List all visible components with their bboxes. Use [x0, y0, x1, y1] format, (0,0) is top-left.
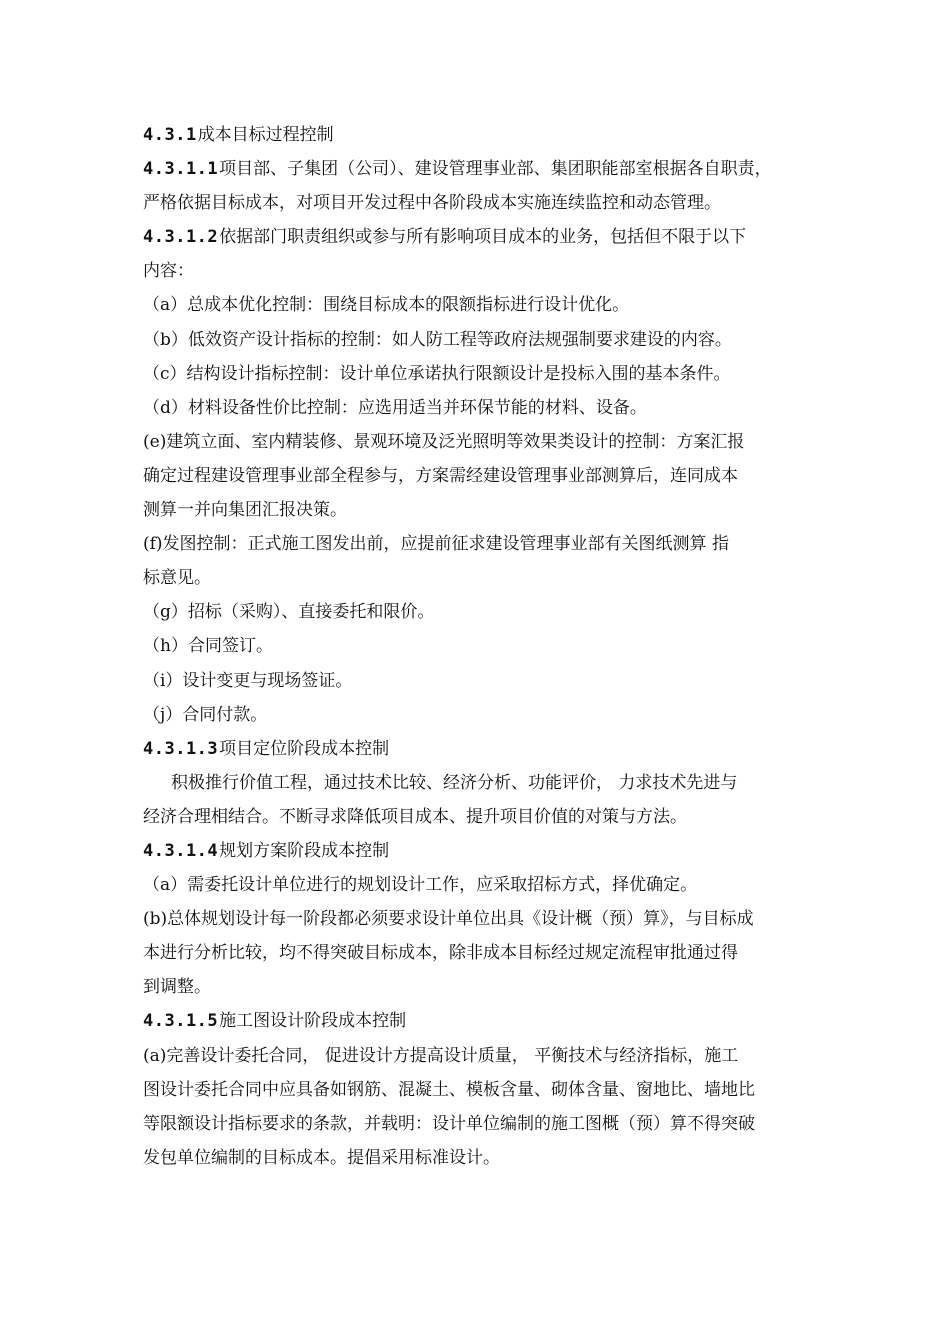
section-number: 4.3.1.2 — [143, 227, 219, 248]
line-text: 项目部、子集团（公司）、建设管理事业部、集团职能部室根据各自职责， — [219, 159, 772, 180]
paragraph-line — [143, 425, 813, 459]
line-text: 图设计委托合同中应具备如钢筋、混凝土、模板含量、砌体含量、窗地比、墙地比 — [143, 1079, 755, 1100]
line-text: （d）材料设备性价比控制：应选用适当并环保节能的材料、设备。 — [143, 397, 647, 418]
line-text: （g）招标（采购）、直接委托和限价。 — [143, 602, 435, 623]
line-text: 经济合理相结合。不断寻求降低项目成本、提升项目价值的对策与方法。 — [143, 806, 687, 827]
paragraph-line — [143, 902, 813, 936]
paragraph-line — [143, 629, 813, 663]
paragraph-line — [143, 698, 813, 732]
line-text: （h）合同签订。 — [143, 636, 273, 657]
line-text: 标意见。 — [143, 568, 211, 589]
section-number: 4.3.1.5 — [143, 1011, 219, 1032]
document-body — [143, 118, 813, 1175]
paragraph-line — [143, 186, 813, 220]
paragraph-line — [143, 970, 813, 1004]
line-text: （j）合同付款。 — [143, 704, 268, 725]
paragraph-line — [143, 288, 813, 322]
section-heading-line — [143, 732, 813, 766]
paragraph-line — [143, 391, 813, 425]
paragraph-line — [143, 459, 813, 493]
line-text: 到调整。 — [143, 977, 211, 998]
paragraph-line — [143, 493, 813, 527]
paragraph-line — [143, 1039, 813, 1073]
line-text: （a）总成本优化控制：围绕目标成本的限额指标进行设计优化。 — [143, 295, 630, 316]
line-text: （a）需委托设计单位进行的规划设计工作，应采取招标方式，择优确定。 — [143, 875, 698, 896]
section-number: 4.3.1.3 — [143, 738, 219, 759]
line-text: (b)总体规划设计每一阶段都必须要求设计单位出具《设计概（预）算》，与目标成 — [143, 909, 754, 930]
line-text: (f)发图控制：正式施工图发出前，应提前征求建设管理事业部有关图纸测算 指 — [143, 534, 729, 555]
line-text: (a)完善设计委托合同， 促进设计方提高设计质量， 平衡技术与经济指标，施工 — [143, 1045, 739, 1066]
line-text: 严格依据目标成本，对项目开发过程中各阶段成本实施连续监控和动态管理。 — [143, 193, 721, 214]
line-text: （i）设计变更与现场签证。 — [143, 670, 353, 691]
section-heading-line — [143, 118, 813, 152]
line-text: 发包单位编制的目标成本。提倡采用标准设计。 — [143, 1147, 500, 1168]
paragraph-line — [143, 357, 813, 391]
line-text: 依据部门职责组织或参与所有影响项目成本的业务，包括但不限于以下 — [219, 227, 747, 248]
line-text: (e)建筑立面、室内精装修、景观环境及泛光照明等效果类设计的控制：方案汇报 — [143, 431, 745, 452]
section-heading-line — [143, 1004, 813, 1038]
line-text: 成本目标过程控制 — [197, 125, 334, 145]
line-text: 内容： — [143, 261, 194, 282]
line-text: 测算一并向集团汇报决策。 — [143, 500, 347, 521]
section-number: 4.3.1.1 — [143, 159, 219, 180]
line-text: 项目定位阶段成本控制 — [219, 738, 390, 759]
section-number: 4.3.1.4 — [143, 840, 219, 861]
line-text: 积极推行价值工程，通过技术比较、经济分析、功能评价， 力求技术先进与 — [171, 772, 738, 793]
paragraph-line — [143, 664, 813, 698]
paragraph-line — [143, 1073, 813, 1107]
paragraph-line — [143, 800, 813, 834]
paragraph-line — [143, 527, 813, 561]
line-text: 本进行分析比较，均不得突破目标成本，除非成本目标经过规定流程审批通过得 — [143, 943, 738, 964]
paragraph-line — [143, 936, 813, 970]
paragraph-line — [143, 254, 813, 288]
paragraph-line — [143, 868, 813, 902]
line-text: 施工图设计阶段成本控制 — [219, 1011, 407, 1032]
paragraph-line — [143, 1107, 813, 1141]
section-heading-line — [143, 220, 813, 254]
paragraph-line — [143, 1141, 813, 1175]
line-text: 确定过程建设管理事业部全程参与，方案需经建设管理事业部测算后，连同成本 — [143, 465, 738, 486]
line-text: 规划方案阶段成本控制 — [219, 840, 390, 861]
paragraph-line — [143, 323, 813, 357]
line-text: 等限额设计指标要求的条款，并载明：设计单位编制的施工图概（预）算不得突破 — [143, 1113, 755, 1134]
paragraph-line — [143, 595, 813, 629]
line-text: （c）结构设计指标控制：设计单位承诺执行限额设计是投标入围的基本条件。 — [143, 363, 731, 384]
line-text: （b）低效资产设计指标的控制：如人防工程等政府法规强制要求建设的内容。 — [143, 329, 732, 350]
section-heading-line — [143, 152, 813, 186]
paragraph-line — [143, 561, 813, 595]
section-number: 4.3.1 — [143, 125, 197, 145]
section-heading-line — [143, 834, 813, 868]
paragraph-line — [143, 766, 813, 800]
